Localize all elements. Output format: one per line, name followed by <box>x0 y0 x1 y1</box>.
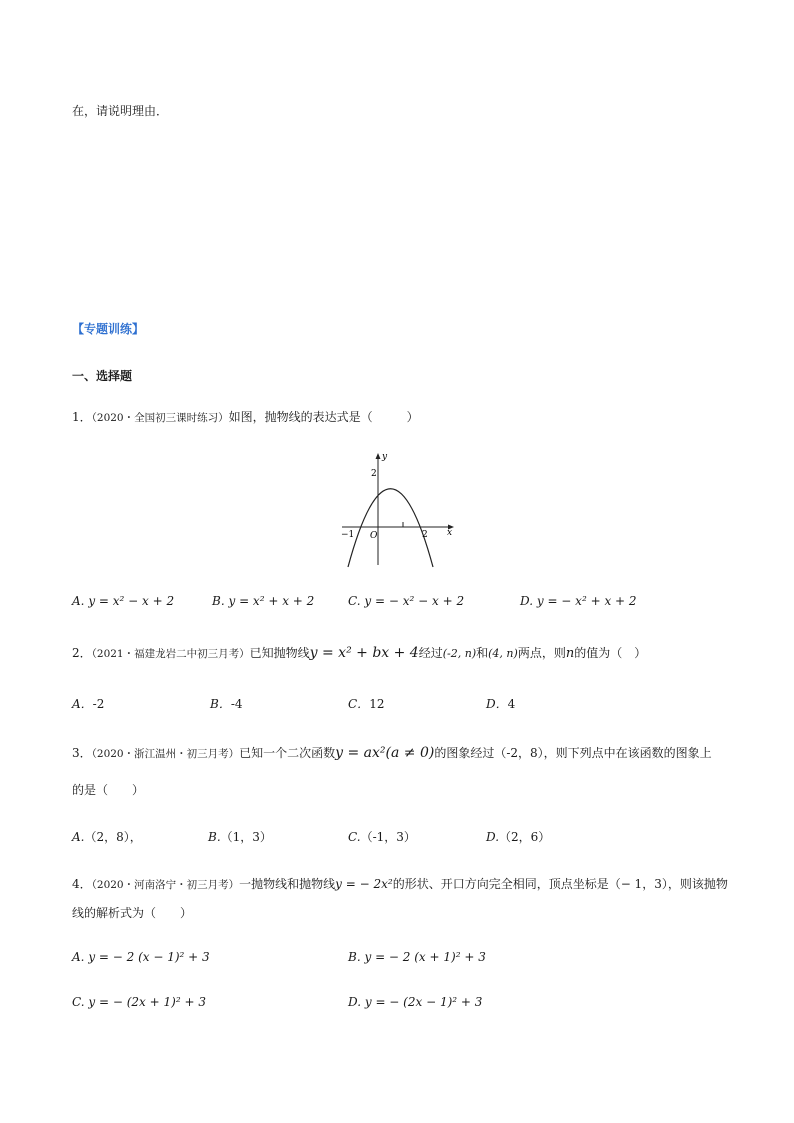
question-number: 2． <box>72 646 92 660</box>
q2-option-c[interactable] <box>348 695 384 712</box>
parabola-curve <box>348 489 433 567</box>
option-text: -4 <box>230 697 243 711</box>
option-text: （2，6） <box>499 830 551 844</box>
y-axis-label: y <box>382 452 388 462</box>
option-text: （2，8）， <box>84 830 142 844</box>
option-letter: A． <box>72 697 93 711</box>
y-axis-arrow <box>376 453 381 459</box>
q1-option-a[interactable] <box>72 594 174 608</box>
q3-option-b[interactable] <box>208 828 272 845</box>
option-text: y = − (2x + 1)² + 3 <box>88 995 206 1009</box>
formula: y = x² + bx + 4 <box>309 645 419 661</box>
parabola-graph <box>338 445 460 569</box>
point-1: (-2, n) <box>442 647 477 660</box>
formula: y = − 2x² <box>335 877 393 891</box>
q2-option-a[interactable] <box>72 695 104 712</box>
question-number: 3． <box>72 746 92 760</box>
q2-option-d[interactable] <box>486 695 515 712</box>
q4-option-c[interactable] <box>72 995 206 1009</box>
option-letter: A. <box>72 950 85 964</box>
q1-option-b[interactable] <box>212 594 314 608</box>
option-text: y = − 2 (x − 1)² + 3 <box>88 950 210 964</box>
question-text: 的图象经过（-2，8），则下列点中在该函数的图象上 <box>434 746 712 760</box>
formula: y = ax²(a ≠ 0) <box>335 745 435 761</box>
question-4-stem-line2: 线的解析式为（ ） <box>72 906 193 920</box>
question-3-stem-line2: 的是（ ） <box>72 783 145 797</box>
option-text: y = x² + x + 2 <box>228 594 315 608</box>
question-text: 和 <box>476 646 489 660</box>
question-source: （2020・浙江温州・初三月考） <box>91 748 240 760</box>
tick-label-neg1: −1 <box>341 530 355 540</box>
option-letter: D. <box>520 594 534 608</box>
q1-option-d[interactable] <box>520 594 637 608</box>
section-title: 【专题训练】 <box>72 322 145 336</box>
question-3-stem <box>72 745 712 762</box>
option-text: y = x² − x + 2 <box>88 594 175 608</box>
question-text: 一抛物线和抛物线 <box>239 877 336 891</box>
question-text: 的形状、开口方向完全相同，顶点坐标是（− 1，3），则该抛物 <box>392 877 728 891</box>
part-title: 一、选择题 <box>72 369 133 383</box>
option-letter: B. <box>212 594 225 608</box>
tick-label-2-y: 2 <box>371 469 377 479</box>
option-letter: C. <box>72 995 85 1009</box>
option-letter: C. <box>348 594 361 608</box>
question-source: （2021・福建龙岩二中初三月考） <box>91 648 250 660</box>
q3-option-c[interactable] <box>348 828 416 845</box>
option-text: y = − 2 (x + 1)² + 3 <box>364 950 486 964</box>
option-text: y = − x² + x + 2 <box>536 594 637 608</box>
tick-label-2-x: 2 <box>422 530 428 540</box>
intro-tail: 在，请说明理由． <box>72 104 169 118</box>
question-text: 的值为（ ） <box>574 646 647 660</box>
option-letter: B. <box>348 950 361 964</box>
option-letter: A. <box>72 830 85 844</box>
option-text: -2 <box>92 697 105 711</box>
q3-option-a[interactable] <box>72 828 142 845</box>
question-source: （2020・全国初三课时练习） <box>91 412 229 424</box>
origin-label: O <box>370 531 378 541</box>
q4-option-d[interactable] <box>348 995 482 1009</box>
paren-close: ） <box>406 410 419 424</box>
q1-option-c[interactable] <box>348 594 464 608</box>
question-text: 已知一个二次函数 <box>239 746 336 760</box>
option-letter: D. <box>486 830 500 844</box>
option-letter: B． <box>210 697 231 711</box>
q4-option-b[interactable] <box>348 950 486 964</box>
option-text: 4 <box>507 697 516 711</box>
question-text: 已知抛物线 <box>249 646 310 660</box>
q2-option-b[interactable] <box>210 695 243 712</box>
option-text: y = − (2x − 1)² + 3 <box>364 995 483 1009</box>
option-text: y = − x² − x + 2 <box>364 594 465 608</box>
q3-option-d[interactable] <box>486 828 550 845</box>
point-2: (4, n) <box>488 647 518 660</box>
question-4-stem <box>72 876 728 893</box>
question-text: 经过 <box>418 646 443 660</box>
option-letter: D. <box>348 995 362 1009</box>
option-text: 12 <box>369 697 385 711</box>
question-number: 1． <box>72 410 92 424</box>
question-1-stem <box>72 409 419 426</box>
question-number: 4． <box>72 877 92 891</box>
option-letter: D． <box>486 697 508 711</box>
q4-option-a[interactable] <box>72 950 210 964</box>
option-text: （1，3） <box>220 830 272 844</box>
question-text: 如图，抛物线的表达式是（ <box>228 410 373 424</box>
option-letter: A. <box>72 594 85 608</box>
x-axis-label: x <box>447 528 453 538</box>
question-source: （2020・河南洛宁・初三月考） <box>91 879 240 891</box>
question-2-stem <box>72 645 646 662</box>
option-letter: C． <box>348 697 370 711</box>
option-text: （-1，3） <box>360 830 416 844</box>
variable-n: n <box>565 646 575 661</box>
option-letter: B. <box>208 830 221 844</box>
question-text: 两点，则 <box>517 646 566 660</box>
option-letter: C. <box>348 830 361 844</box>
